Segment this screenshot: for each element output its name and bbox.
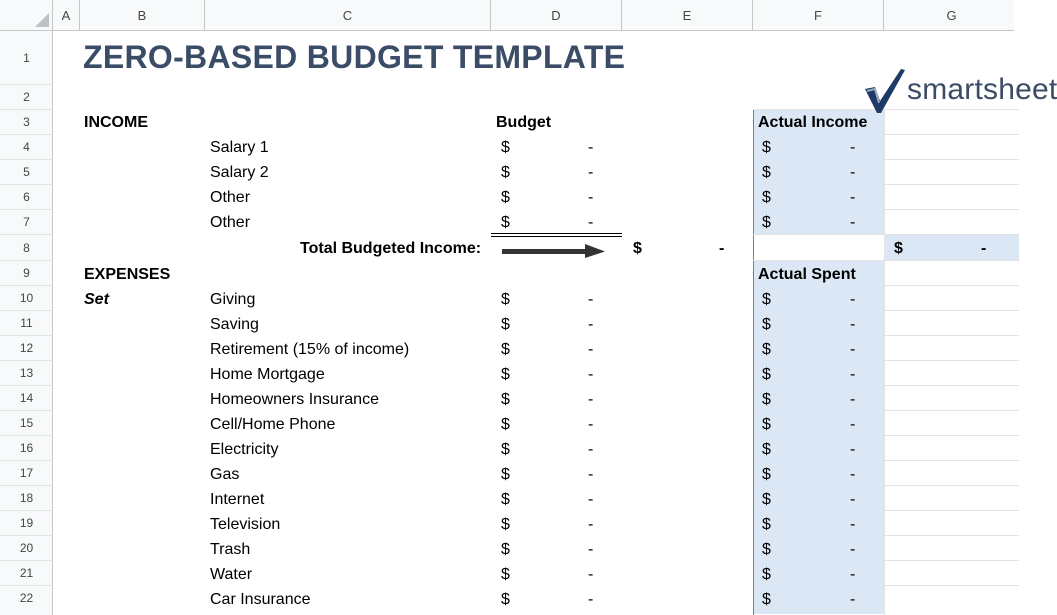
g-line-8 <box>753 234 1019 235</box>
budget-currency: $ <box>501 566 510 583</box>
budget-currency: $ <box>501 466 510 483</box>
total-budgeted-income-label: Total Budgeted Income: <box>300 240 482 257</box>
budget-value: - <box>588 516 594 533</box>
row-header-18[interactable]: 18 <box>0 486 53 511</box>
actual-value: - <box>850 591 856 608</box>
expense-item-saving: Saving <box>210 316 259 333</box>
row-header-13[interactable]: 13 <box>0 361 53 386</box>
row-header-3[interactable]: 3 <box>0 110 53 135</box>
row-header-6[interactable]: 6 <box>0 185 53 210</box>
row-header-2[interactable]: 2 <box>0 85 53 110</box>
g-line-19 <box>884 510 1019 511</box>
budget-currency: $ <box>501 341 510 358</box>
g-line-10 <box>884 285 1019 286</box>
row-header-4[interactable]: 4 <box>0 135 53 160</box>
income-item-salary-1: Salary 1 <box>210 139 269 156</box>
column-header-e[interactable]: E <box>622 0 753 31</box>
budget-currency: $ <box>501 139 510 156</box>
row-header-20[interactable]: 20 <box>0 536 53 561</box>
actual-currency: $ <box>762 491 771 508</box>
income-item-other-1: Other <box>210 189 251 206</box>
actual-currency: $ <box>762 466 771 483</box>
budget-value: - <box>588 214 594 231</box>
arrow-right-icon <box>501 243 607 259</box>
actual-value: - <box>850 541 856 558</box>
row-header-16[interactable]: 16 <box>0 436 53 461</box>
column-header-d[interactable]: D <box>491 0 622 31</box>
budget-column-header: Budget <box>496 114 552 131</box>
budget-value: - <box>588 164 594 181</box>
actual-currency: $ <box>762 164 771 181</box>
budget-value: - <box>588 466 594 483</box>
row-header-7[interactable]: 7 <box>0 210 53 235</box>
row-header-10[interactable]: 10 <box>0 286 53 311</box>
actual-currency: $ <box>762 214 771 231</box>
column-header-c[interactable]: C <box>205 0 491 31</box>
budget-value: - <box>588 491 594 508</box>
budget-currency: $ <box>501 391 510 408</box>
row-header-22[interactable]: 22 <box>19 591 34 605</box>
actual-value: - <box>850 466 856 483</box>
g-line-15 <box>884 410 1019 411</box>
actual-income-header: Actual Income <box>758 114 868 131</box>
row-header-15[interactable]: 15 <box>0 411 53 436</box>
g-line-6 <box>884 184 1019 185</box>
g-line-18 <box>884 485 1019 486</box>
g-line-11 <box>884 310 1019 311</box>
g-line-22 <box>884 585 1019 586</box>
budget-currency: $ <box>501 366 510 383</box>
actual-value: - <box>850 214 856 231</box>
actual-right-border <box>884 110 885 615</box>
actual-currency: $ <box>762 416 771 433</box>
g-line-20 <box>884 535 1019 536</box>
budget-value: - <box>588 366 594 383</box>
budget-currency: $ <box>501 291 510 308</box>
select-all-triangle-icon <box>35 13 49 27</box>
expense-item-television: Television <box>210 516 281 533</box>
expense-item-retirement: Retirement (15% of income) <box>210 341 410 358</box>
smartsheet-logo <box>863 67 1057 117</box>
g-line-5 <box>884 159 1019 160</box>
expense-item-home-mortgage: Home Mortgage <box>210 366 325 383</box>
row-header-9[interactable]: 9 <box>0 261 53 286</box>
actual-value: - <box>850 164 856 181</box>
actual-currency: $ <box>762 341 771 358</box>
budget-value: - <box>588 541 594 558</box>
select-all-corner[interactable] <box>0 0 53 31</box>
budget-value: - <box>588 441 594 458</box>
budget-value: - <box>588 139 594 156</box>
expense-item-internet: Internet <box>210 491 265 508</box>
actual-value: - <box>850 366 856 383</box>
actual-currency: $ <box>762 516 771 533</box>
page-title: ZERO-BASED BUDGET TEMPLATE <box>83 39 626 75</box>
row-header-8[interactable]: 8 <box>0 235 53 261</box>
logo-wordmark: smartsheet <box>907 73 1057 106</box>
budget-value: - <box>588 291 594 308</box>
budget-currency: $ <box>501 541 510 558</box>
actual-value: - <box>850 316 856 333</box>
budget-value: - <box>588 189 594 206</box>
income-item-other-2: Other <box>210 214 251 231</box>
column-header-a[interactable]: A <box>53 0 80 31</box>
actual-value: - <box>850 291 856 308</box>
actual-currency: $ <box>762 441 771 458</box>
expense-item-cell-home-phone: Cell/Home Phone <box>210 416 336 433</box>
g-line-4 <box>884 134 1019 135</box>
expense-item-electricity: Electricity <box>210 441 279 458</box>
actual-currency: $ <box>762 366 771 383</box>
budget-currency: $ <box>501 316 510 333</box>
expense-item-gas: Gas <box>210 466 240 483</box>
row-header-21[interactable]: 21 <box>0 561 53 586</box>
row-header-11[interactable]: 11 <box>0 311 53 336</box>
income-item-salary-2: Salary 2 <box>210 164 269 181</box>
budget-value: - <box>588 391 594 408</box>
g-line-13 <box>884 360 1019 361</box>
budget-currency: $ <box>501 591 510 608</box>
actual-value: - <box>850 391 856 408</box>
actual-value: - <box>850 491 856 508</box>
budget-currency: $ <box>501 516 510 533</box>
expense-item-homeowners-insurance: Homeowners Insurance <box>210 391 379 408</box>
row-header-1[interactable]: 1 <box>0 31 53 85</box>
actual-currency: $ <box>762 291 771 308</box>
row-header-12[interactable]: 12 <box>0 336 53 361</box>
actual-spent-header: Actual Spent <box>758 266 856 283</box>
expense-item-car-insurance: Car Insurance <box>210 591 311 608</box>
budget-value: - <box>588 416 594 433</box>
budget-currency: $ <box>501 441 510 458</box>
row-header-19[interactable]: 19 <box>0 511 53 536</box>
column-header-f[interactable]: F <box>753 0 884 31</box>
actual-value: - <box>850 189 856 206</box>
column-header-b[interactable]: B <box>80 0 205 31</box>
budget-value: - <box>588 316 594 333</box>
row-header-14[interactable]: 14 <box>0 386 53 411</box>
actual-value: - <box>850 516 856 533</box>
expenses-section-label: EXPENSES <box>84 266 171 283</box>
actual-currency: $ <box>762 189 771 206</box>
g-line-17 <box>884 460 1019 461</box>
actual-value: - <box>850 416 856 433</box>
column-header-g[interactable]: G <box>946 8 957 23</box>
g-line-12 <box>884 335 1019 336</box>
total-actual-currency: $ <box>894 240 903 257</box>
budget-currency: $ <box>501 416 510 433</box>
row-header-5[interactable]: 5 <box>0 160 53 185</box>
budget-value: - <box>588 341 594 358</box>
budget-currency: $ <box>501 214 510 231</box>
actual-currency: $ <box>762 139 771 156</box>
column-headers <box>53 0 1014 31</box>
budget-currency: $ <box>501 491 510 508</box>
budget-value: - <box>588 591 594 608</box>
actual-currency: $ <box>762 541 771 558</box>
actual-currency: $ <box>762 566 771 583</box>
actual-currency: $ <box>762 391 771 408</box>
budget-currency: $ <box>501 164 510 181</box>
budget-currency: $ <box>501 189 510 206</box>
actual-value: - <box>850 341 856 358</box>
actual-value: - <box>850 441 856 458</box>
actual-value: - <box>850 566 856 583</box>
checkmark-logo-icon <box>863 67 907 117</box>
actual-currency: $ <box>762 591 771 608</box>
g-line-7 <box>884 209 1019 210</box>
g-line-16 <box>884 435 1019 436</box>
actual-spent-fill <box>753 261 884 615</box>
set-category-label: Set <box>84 291 109 308</box>
actual-left-border <box>753 110 754 615</box>
actual-value: - <box>850 139 856 156</box>
row-headers <box>0 31 53 615</box>
spreadsheet-grid[interactable] <box>53 31 1057 615</box>
budget-value: - <box>588 566 594 583</box>
income-section-label: INCOME <box>84 114 148 131</box>
expense-item-giving: Giving <box>210 291 256 308</box>
g-line-14 <box>884 385 1019 386</box>
total-actual-value: - <box>981 240 987 257</box>
total-budget-value: - <box>719 240 725 257</box>
total-budget-currency: $ <box>633 240 642 257</box>
actual-currency: $ <box>762 316 771 333</box>
g-line-9 <box>753 260 1019 261</box>
expense-item-trash: Trash <box>210 541 251 558</box>
expense-item-water: Water <box>210 566 253 583</box>
budget-double-underline <box>491 233 622 237</box>
row-header-17[interactable]: 17 <box>0 461 53 486</box>
total-actual-fill <box>884 235 1019 261</box>
g-line-21 <box>884 560 1019 561</box>
